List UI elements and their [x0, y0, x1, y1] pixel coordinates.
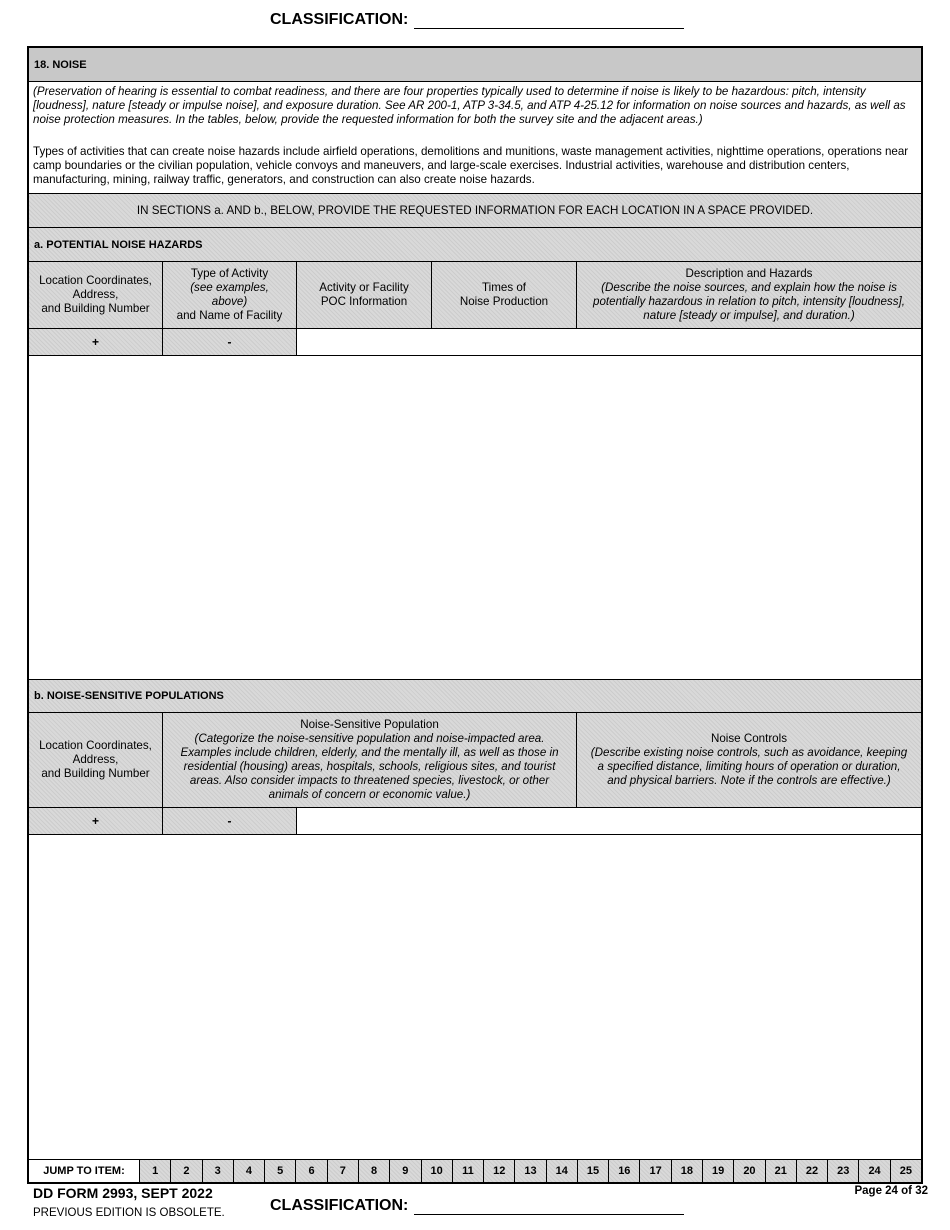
jump-item-14[interactable]: 14 [546, 1160, 577, 1182]
jump-item-9[interactable]: 9 [389, 1160, 420, 1182]
col-text: Type of Activity [190, 267, 269, 280]
col-text: Times of [481, 281, 527, 294]
jump-item-1[interactable]: 1 [139, 1160, 170, 1182]
jump-item-12[interactable]: 12 [483, 1160, 514, 1182]
table-a-col-location [29, 262, 163, 328]
section-types: Types of activities that can create noise hazards include airfield operations, demolitions and munitions, waste management activities, nighttime operations, operations near camp boundaries or the civilian population, vehicle convoys and maneuvers, and large-scale exercises. Industrial activities, warehouse and distribution centers, manufacturing, mining, railway traffic, generators, and construction can also create noise hazards. [33, 145, 909, 186]
classification-field[interactable] [414, 14, 684, 29]
section-intro: (Preservation of hearing is essential to combat readiness, and there are four properties typically used to determine if noise is likely to be hazardous: pitch, intensity [loudness], nature [steady or impulse noise], and exposure duration. See AR 200-1, ATP 3-34.5, and ATP 4-25.12 for information on noise sources and hazards, as well as noise protection measures. In the tables, below, provide the requested information for both the survey site and the adjacent areas.) [33, 85, 906, 126]
col-text: (see examples, [190, 281, 269, 294]
section-title: 18. NOISE [34, 58, 87, 71]
col-text: POC Information [320, 295, 408, 308]
jump-item-17[interactable]: 17 [639, 1160, 670, 1182]
table-a-col-activity [163, 262, 297, 328]
table-b-col-controls [577, 713, 921, 807]
col-text: above) [211, 295, 248, 308]
col-text: (Describe the noise sources, and explain how the noise is potentially hazardous in relation to pitch, intensity [loudness], nature [steady or impulse], and duration.) [593, 281, 905, 322]
jump-item-11[interactable]: 11 [452, 1160, 483, 1182]
jump-item-18[interactable]: 18 [671, 1160, 702, 1182]
table-a-col-description [577, 262, 921, 328]
col-text: Location Coordinates, [39, 739, 152, 752]
col-text: Location Coordinates, [39, 274, 152, 287]
jump-item-3[interactable]: 3 [202, 1160, 233, 1182]
table-a-body [29, 356, 921, 679]
table-b-col-location [29, 713, 163, 807]
page-number: Page 24 of 32 [854, 1185, 928, 1197]
table-b-title: b. NOISE-SENSITIVE POPULATIONS [34, 690, 224, 702]
jump-item-4[interactable]: 4 [233, 1160, 264, 1182]
form-number: DD FORM 2993, SEPT 2022 [33, 1185, 213, 1201]
table-b-add-row-button[interactable]: + [29, 808, 163, 834]
table-b-col-population [163, 713, 577, 807]
jump-item-13[interactable]: 13 [514, 1160, 545, 1182]
jump-label: JUMP TO ITEM: [43, 1165, 125, 1177]
col-text: (Describe existing noise controls, such as avoidance, keeping a specified distance, limiting hours of operation or duration, and physical barriers. Note if the controls are effective.) [590, 746, 908, 787]
obsolete-note: PREVIOUS EDITION IS OBSOLETE. [33, 1207, 225, 1219]
table-a-header [29, 262, 921, 328]
classification-label: CLASSIFICATION: [270, 11, 409, 28]
col-text: Address, [72, 288, 119, 301]
table-b-header [29, 713, 921, 807]
classification-field[interactable] [414, 1200, 684, 1215]
jump-item-10[interactable]: 10 [421, 1160, 452, 1182]
form-frame [27, 46, 923, 1184]
table-b-remove-row-button[interactable]: - [163, 808, 297, 834]
jump-item-24[interactable]: 24 [858, 1160, 889, 1182]
table-a-remove-row-button[interactable]: - [163, 329, 297, 355]
table-b-title-bar [29, 680, 921, 712]
col-text: and Name of Facility [176, 309, 283, 322]
table-a-add-row-button[interactable]: + [29, 329, 163, 355]
jump-item-20[interactable]: 20 [733, 1160, 764, 1182]
jump-item-21[interactable]: 21 [765, 1160, 796, 1182]
jump-item-22[interactable]: 22 [796, 1160, 827, 1182]
section-header [29, 48, 921, 81]
jump-item-6[interactable]: 6 [295, 1160, 326, 1182]
jump-item-25[interactable]: 25 [890, 1160, 921, 1182]
jump-item-5[interactable]: 5 [264, 1160, 295, 1182]
classification-top [270, 11, 684, 29]
col-text: (Categorize the noise-sensitive population and noise-impacted area. Examples include children, elderly, and the mentally ill, as well as those in residential (housing) areas, hospitals, schools, religious sites, and tourist areas. Also consider impacts to threatened species, livestock, or other animals of concern or economic value.) [180, 732, 559, 801]
col-text: Activity or Facility [319, 281, 409, 294]
col-text: and Building Number [41, 302, 150, 315]
table-a-col-times [432, 262, 577, 328]
col-text: Noise Production [459, 295, 549, 308]
jump-bar [29, 1160, 921, 1182]
col-text: and Building Number [41, 767, 150, 780]
col-text: Description and Hazards [685, 267, 813, 280]
jump-item-15[interactable]: 15 [577, 1160, 608, 1182]
jump-item-23[interactable]: 23 [827, 1160, 858, 1182]
col-text: Noise Controls [710, 732, 788, 745]
instruction-band: IN SECTIONS a. AND b., BELOW, PROVIDE THE REQUESTED INFORMATION FOR EACH LOCATION IN A SPACE PROVIDED. [29, 194, 921, 227]
classification-label: CLASSIFICATION: [270, 1197, 409, 1214]
table-a-title-bar [29, 228, 921, 261]
table-a-title: a. POTENTIAL NOISE HAZARDS [34, 238, 203, 251]
col-text: Address, [72, 753, 119, 766]
jump-item-2[interactable]: 2 [170, 1160, 201, 1182]
jump-item-8[interactable]: 8 [358, 1160, 389, 1182]
col-text: Noise-Sensitive Population [300, 718, 439, 731]
classification-bottom [270, 1197, 684, 1215]
table-a-col-poc [297, 262, 432, 328]
table-b-body [29, 835, 921, 1159]
jump-item-19[interactable]: 19 [702, 1160, 733, 1182]
jump-item-16[interactable]: 16 [608, 1160, 639, 1182]
jump-item-7[interactable]: 7 [327, 1160, 358, 1182]
